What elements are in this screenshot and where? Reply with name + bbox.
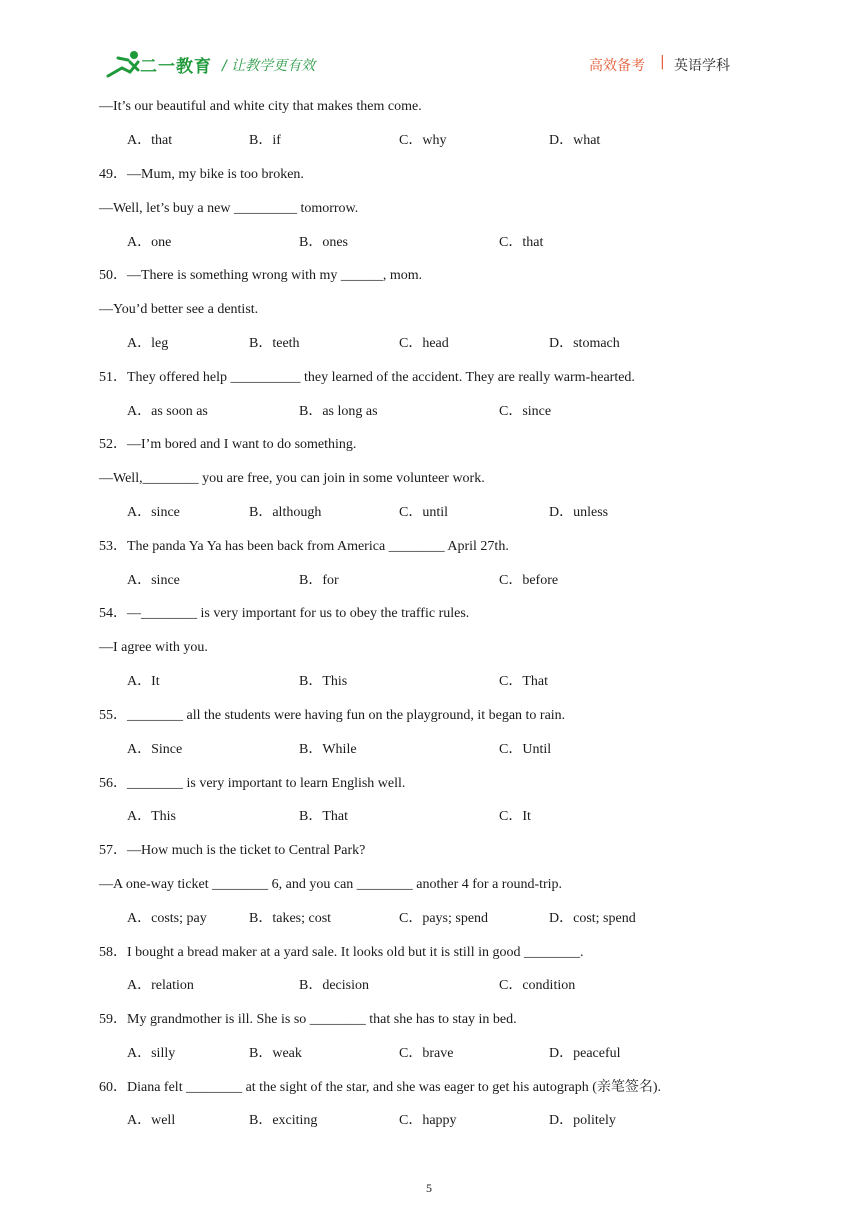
option: C．Until	[499, 742, 552, 757]
question-text: 55．________ all the students were having fun on the playground, it began to rain.	[99, 708, 566, 723]
option: C．It	[499, 809, 531, 824]
option: B．as long as	[299, 404, 378, 419]
question-text: —I agree with you.	[99, 640, 208, 655]
option: C．That	[499, 674, 548, 689]
option: A．leg	[127, 336, 169, 351]
option: C．condition	[499, 978, 576, 993]
page-number: 5	[426, 1181, 432, 1195]
header-tag-right: 英语学科	[674, 58, 730, 74]
option: A．as soon as	[127, 404, 208, 419]
option: D．what	[549, 133, 601, 148]
option: A．Since	[127, 742, 183, 757]
option: A．one	[127, 235, 172, 250]
option: D．stomach	[549, 336, 620, 351]
question-text: 59．My grandmother is ill. She is so ________ that she has to stay in bed.	[99, 1012, 517, 1027]
question-text: 56．________ is very important to learn English well.	[99, 776, 406, 791]
question-text: —It’s our beautiful and white city that makes them come.	[99, 99, 422, 114]
option: B．This	[299, 674, 348, 689]
question-text: 49．—Mum, my bike is too broken.	[99, 167, 304, 182]
option: C．brave	[399, 1046, 454, 1061]
option: A．since	[127, 573, 180, 588]
question-text: 58．I bought a bread maker at a yard sale. It looks old but it is still in good ________.	[99, 945, 584, 960]
logo-text: 二一教育	[140, 57, 212, 77]
question-text: —A one-way ticket ________ 6, and you can ________ another 4 for a round-trip.	[99, 877, 563, 892]
option: C．before	[499, 573, 559, 588]
option: C．why	[399, 133, 447, 148]
option: B．While	[299, 742, 357, 757]
option: A．It	[127, 674, 160, 689]
option: C．happy	[399, 1113, 457, 1128]
option: A．since	[127, 505, 180, 520]
option: A．that	[127, 133, 173, 148]
option: B．although	[249, 505, 322, 520]
question-text: —Well,________ you are free, you can join in some volunteer work.	[99, 471, 485, 486]
option: B．exciting	[249, 1113, 318, 1128]
option: B．decision	[299, 978, 369, 993]
header-separator: |	[660, 54, 665, 70]
option: A．relation	[127, 978, 194, 993]
option: B．That	[299, 809, 348, 824]
question-text: —You’d better see a dentist.	[99, 302, 259, 317]
question-text: 57．—How much is the ticket to Central Park?	[99, 843, 366, 858]
question-text: —Well, let’s buy a new _________ tomorrow.	[99, 201, 359, 216]
page-header	[0, 0, 860, 90]
option: B．teeth	[249, 336, 300, 351]
option: C．since	[499, 404, 552, 419]
question-text: 53．The panda Ya Ya has been back from America ________ April 27th.	[99, 539, 509, 554]
option: D．peaceful	[549, 1046, 621, 1061]
option: A．costs; pay	[127, 911, 207, 926]
option: B．for	[299, 573, 339, 588]
question-text: 52．—I’m bored and I want to do something.	[99, 437, 357, 452]
question-text: 54．—________ is very important for us to obey the traffic rules.	[99, 606, 470, 621]
option: B．if	[249, 133, 281, 148]
option: C．pays; spend	[399, 911, 489, 926]
header-tag-left: 高效备考	[589, 58, 645, 74]
question-text: 60．Diana felt ________ at the sight of the star, and she was eager to get his autograph (亲笔签名).	[99, 1080, 662, 1095]
option: D．politely	[549, 1113, 616, 1128]
option: A．This	[127, 809, 176, 824]
option: B．weak	[249, 1046, 302, 1061]
option: A．silly	[127, 1046, 176, 1061]
slogan: / 让教学更有效	[222, 58, 316, 74]
question-text: 51．They offered help __________ they learned of the accident. They are really warm-hearted.	[99, 370, 635, 385]
option: B．takes; cost	[249, 911, 332, 926]
option: C．head	[399, 336, 449, 351]
option: D．unless	[549, 505, 609, 520]
option: C．until	[399, 505, 449, 520]
option: A．well	[127, 1113, 176, 1128]
question-text: 50．—There is something wrong with my ______, mom.	[99, 268, 423, 283]
option: B．ones	[299, 235, 348, 250]
option: D．cost; spend	[549, 911, 636, 926]
option: C．that	[499, 235, 544, 250]
